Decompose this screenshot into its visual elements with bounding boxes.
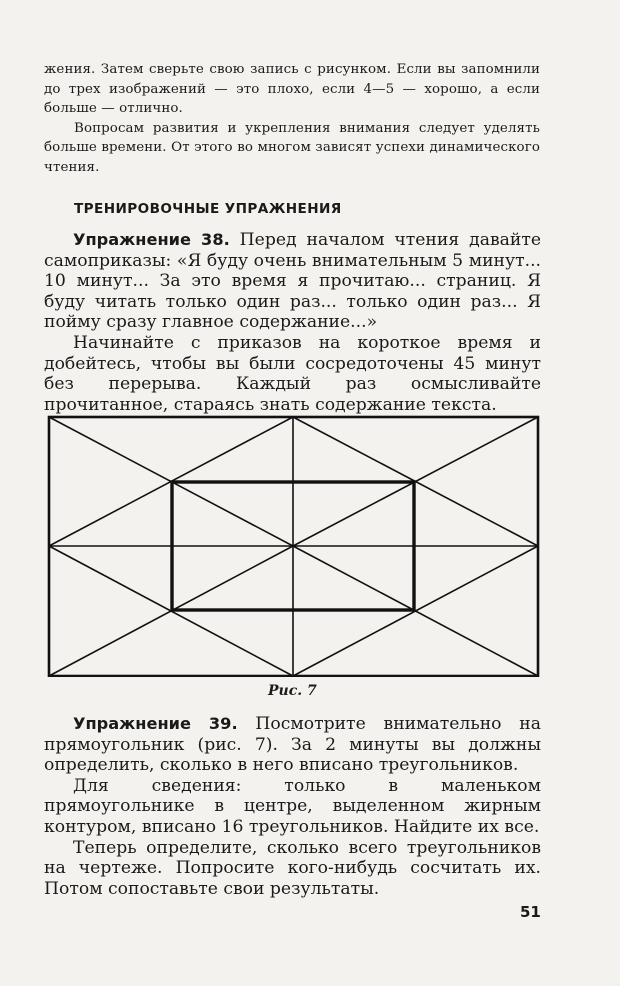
exercise-39-label: Упражнение 39. (73, 714, 238, 733)
exercise-39-text: Посмотрите внимательно на прямоугольник (рис. 7). За 2 минуты вы должны определить, сколько в него вписано треугольников. (44, 714, 541, 776)
exercise-38-paragraph (44, 230, 541, 333)
section-heading: ТРЕНИРОВОЧНЫЕ УПРАЖНЕНИЯ (74, 201, 342, 217)
paragraph-attention: Вопросам развития и укрепления внимания следует уделять больше времени. От этого во многом зависят успехи динамического чтения. (44, 120, 540, 175)
thin-lines (49, 417, 538, 676)
figure-caption: Рис. 7 (268, 683, 317, 699)
exercise-39-paragraph (44, 714, 541, 776)
exercise-38-label: Упражнение 38. (73, 230, 230, 249)
exercise-39 (44, 714, 541, 899)
exercise-39-paragraph-2: Для сведения: только в маленьком прямоугольнике в центре, выделенном жирным контуром, вписано 16 треугольников. Найдите их все. (44, 775, 541, 837)
page-number: 51 (520, 903, 541, 921)
intro-text (44, 60, 540, 177)
exercise-38-paragraph-2: Начинайте с приказов на короткое время и добейтесь, чтобы вы были сосредоточены 45 минут без перерыва. Каждый раз осмысливайте прочитанное, стараясь знать содержание текста. (44, 332, 541, 415)
figure-triangles-rectangle (45, 413, 545, 677)
paragraph-results: жения. Затем сверьте свою запись с рисунком. Если вы запомнили до трех изображений — это плохо, если 4—5 — хорошо, а если больше — отлично. (44, 62, 540, 116)
exercise-38-text: Перед началом чтения давайте самоприказы: «Я буду очень внимательным 5 минут... 10 минут... За это время я прочитаю... страниц. Я буду читать только один раз... только один раз... Я пойму сразу главное содержание...» (44, 230, 542, 333)
exercise-38 (44, 230, 541, 415)
exercise-39-paragraph-3: Теперь определите, сколько всего треугольников на чертеже. Попросите кого-нибудь сосчитать их. Потом сопоставьте свои результаты. (44, 837, 541, 899)
